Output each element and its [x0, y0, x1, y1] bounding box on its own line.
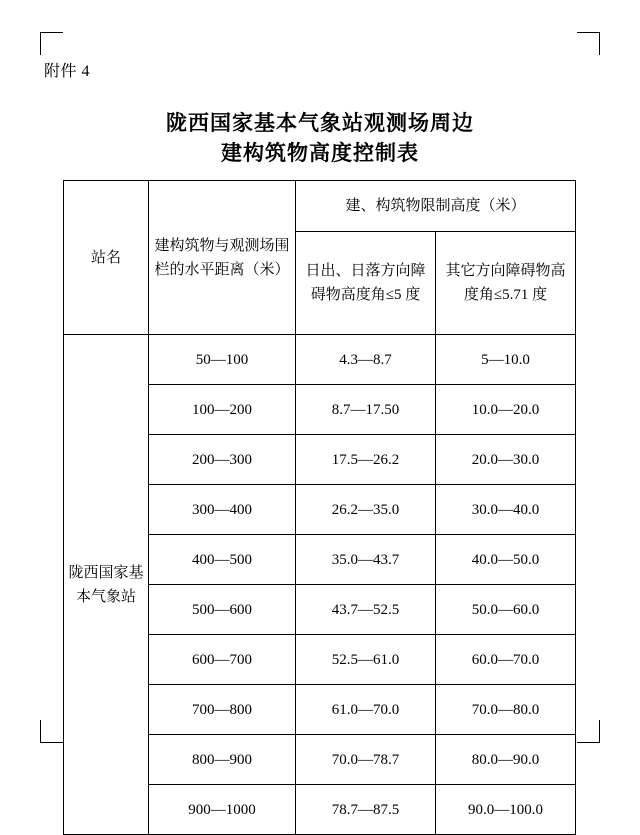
cell-other: 30.0—40.0 [436, 485, 576, 535]
header-other-direction: 其它方向障碍物高度角≤5.71 度 [436, 232, 576, 335]
page-title [0, 108, 640, 168]
cell-distance: 800—900 [149, 735, 296, 785]
cell-distance: 200—300 [149, 435, 296, 485]
header-distance: 建构筑物与观测场围栏的水平距离（米） [149, 181, 296, 335]
cell-other: 5—10.0 [436, 335, 576, 385]
cell-sun: 4.3—8.7 [296, 335, 436, 385]
page-title-line2: 建构筑物高度控制表 [221, 141, 419, 165]
table-row [64, 335, 576, 385]
table-header-row-1 [64, 181, 576, 232]
header-height-group: 建、构筑物限制高度（米） [296, 181, 576, 232]
cell-other: 80.0—90.0 [436, 735, 576, 785]
cell-sun: 78.7—87.5 [296, 785, 436, 835]
height-control-table [63, 180, 576, 835]
header-sunrise-sunset: 日出、日落方向障碍物高度角≤5 度 [296, 232, 436, 335]
crop-mark-bottom-left [40, 720, 63, 743]
crop-mark-top-left [40, 32, 63, 55]
cell-other: 90.0—100.0 [436, 785, 576, 835]
cell-other: 60.0—70.0 [436, 635, 576, 685]
cell-sun: 8.7—17.50 [296, 385, 436, 435]
cell-distance: 500—600 [149, 585, 296, 635]
header-station: 站名 [64, 181, 149, 335]
cell-sun: 61.0—70.0 [296, 685, 436, 735]
cell-distance: 600—700 [149, 635, 296, 685]
cell-distance: 400—500 [149, 535, 296, 585]
cell-sun: 17.5—26.2 [296, 435, 436, 485]
crop-mark-bottom-right [577, 720, 600, 743]
cell-other: 70.0—80.0 [436, 685, 576, 735]
cell-station-name: 陇西国家基本气象站 [64, 335, 149, 835]
crop-mark-top-right [577, 32, 600, 55]
cell-sun: 43.7—52.5 [296, 585, 436, 635]
cell-sun: 35.0—43.7 [296, 535, 436, 585]
cell-distance: 100—200 [149, 385, 296, 435]
attachment-label: 附件 4 [44, 63, 91, 80]
cell-other: 20.0—30.0 [436, 435, 576, 485]
cell-sun: 26.2—35.0 [296, 485, 436, 535]
cell-sun: 70.0—78.7 [296, 735, 436, 785]
cell-distance: 50—100 [149, 335, 296, 385]
cell-distance: 300—400 [149, 485, 296, 535]
cell-other: 40.0—50.0 [436, 535, 576, 585]
page-title-line1: 陇西国家基本气象站观测场周边 [166, 111, 474, 135]
cell-sun: 52.5—61.0 [296, 635, 436, 685]
cell-other: 50.0—60.0 [436, 585, 576, 635]
cell-distance: 900—1000 [149, 785, 296, 835]
cell-other: 10.0—20.0 [436, 385, 576, 435]
cell-distance: 700—800 [149, 685, 296, 735]
